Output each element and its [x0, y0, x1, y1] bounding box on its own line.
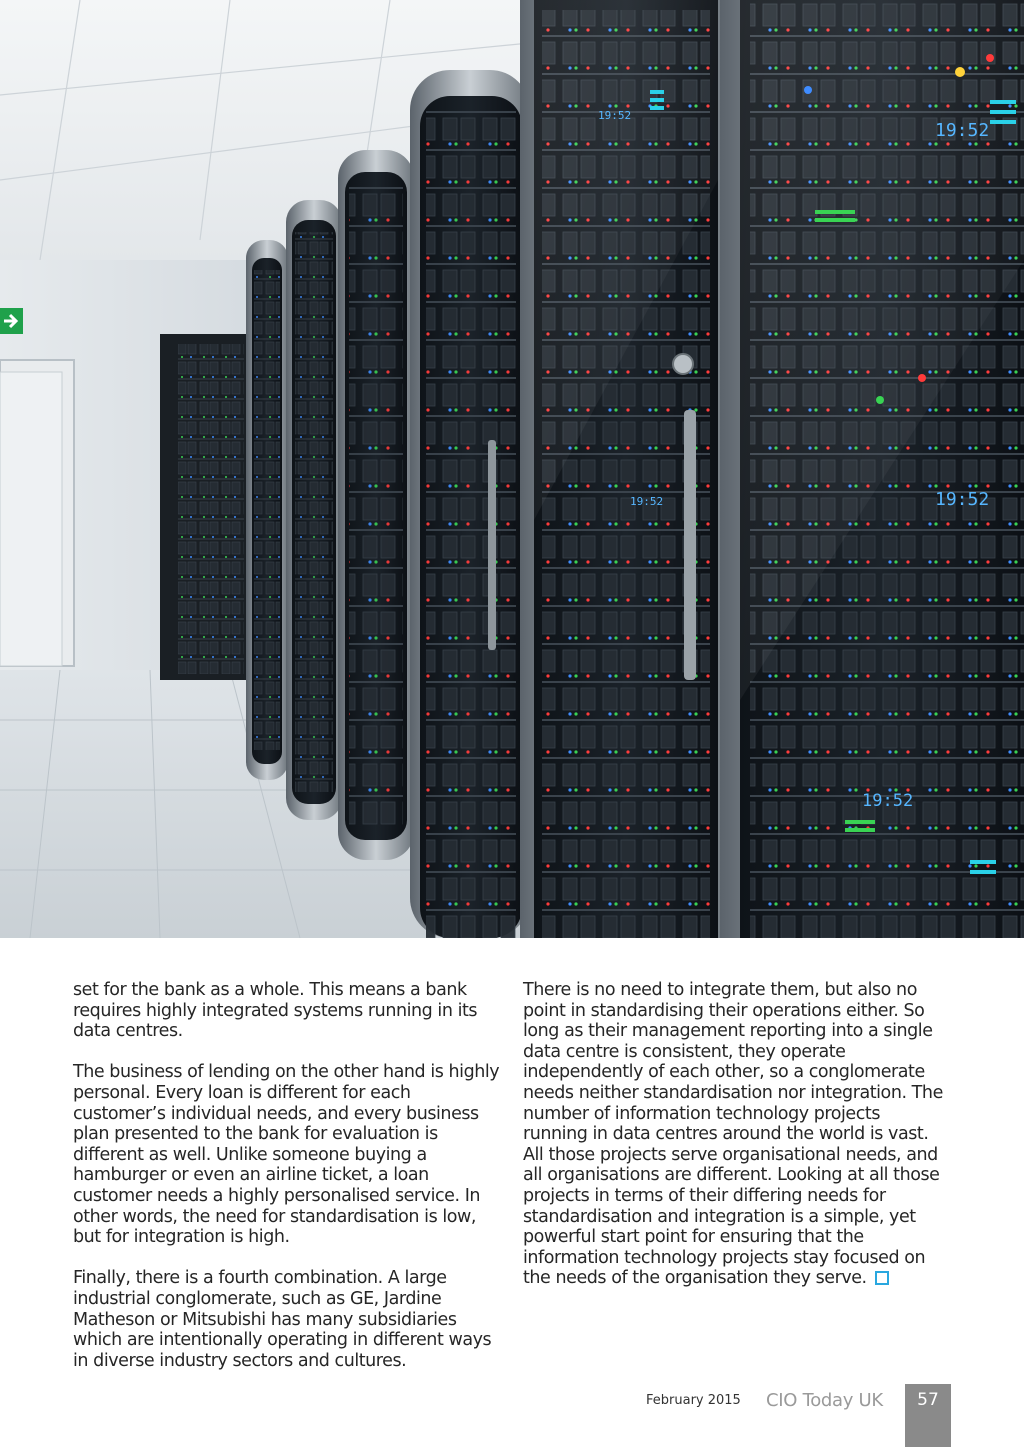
article-paragraph: Finally, there is a fourth combination. A large industrial conglomerate, such as GE, Jardine Matheson or Mitsubishi has many subsidiaries which are intentionally operating in different ways in diverse industry sectors and cultures.: [73, 1268, 492, 1371]
rack-handle: [488, 440, 496, 650]
page-number: 57: [917, 1390, 939, 1410]
server-rack-3: [338, 150, 414, 860]
server-rack-1: [246, 240, 288, 780]
server-rack-4: [410, 70, 530, 938]
door-panel: [0, 372, 62, 666]
article-paragraph: set for the bank as a whole. This means a bank requires highly integrated systems running in its data centres.: [73, 980, 478, 1042]
article-paragraph: The business of lending on the other hand is highly personal. Every loan is different for each customer’s individual needs, and every business plan presented to the bank for evaluation is different as well. Unlike someone buying a hamburger or even an airline ticket, a loan customer needs a highly personalised service. In other words, the need for standardisation is low, but for integration is high.: [73, 1062, 500, 1248]
rack-display: 19:52: [630, 495, 664, 508]
article-column-right: [523, 980, 948, 1310]
server-rack-2: [286, 200, 342, 820]
rack-display: 19:52: [862, 791, 914, 811]
server-rack-distant: [160, 334, 248, 680]
article-paragraph: [523, 980, 948, 1289]
footer-date: February 2015: [646, 1393, 741, 1408]
article-column-left: [73, 980, 503, 1392]
article-end-square-icon: [875, 1271, 889, 1285]
article-paragraph-text: There is no need to integrate them, but also no point in standardising their operations either. So long as their management reporting into a single data centre is consistent, they operate independently of each other, so a conglomerate needs neither standardisation nor integration. The number of information technology projects running in data centres around the world is vast. All those projects serve organisational needs, and all organisations are different. Looking at all those projects in terms of their differing needs for standardisation and integration is a simple, yet powerful start point for ensuring that the information technology projects stay focused on the needs of the organisation they serve.: [523, 980, 943, 1289]
footer-magazine-name: CIO Today UK: [766, 1390, 883, 1411]
rack-display: 19:52: [935, 489, 990, 510]
rack-display: 19:52: [598, 109, 632, 122]
rack-display: 19:52: [935, 120, 990, 141]
rack-lock: [673, 354, 693, 374]
page-number-box: [905, 1384, 951, 1447]
rack-handle: [684, 410, 696, 680]
